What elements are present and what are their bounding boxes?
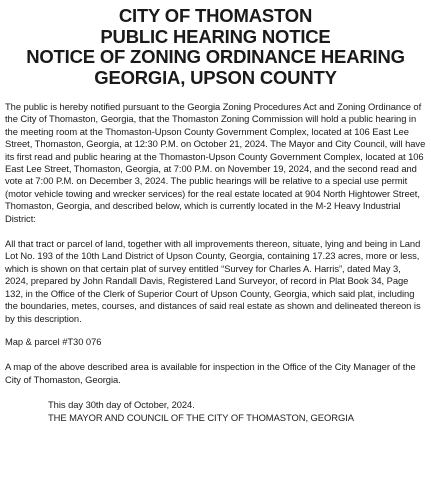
heading-county: GEORGIA, UPSON COUNTY	[94, 66, 337, 88]
map-parcel-number: Map & parcel #T30 076	[5, 335, 102, 347]
notice-body	[5, 101, 426, 424]
signature-date: This day 30th day of October, 2024.	[48, 399, 195, 411]
signature-authority: THE MAYOR AND COUNCIL OF THE CITY OF THOMASTON, GEORGIA	[48, 411, 354, 423]
heading-zoning-ordinance: NOTICE OF ZONING ORDINANCE HEARING	[26, 46, 405, 67]
map-availability-paragraph: A map of the above described area is available for inspection in the Office of the City Manager of the City of Thomaston, Georgia.	[5, 361, 416, 385]
notice-heading	[5, 6, 426, 88]
legal-description-paragraph: All that tract or parcel of land, together with all improvements thereon, situate, lying and being in Land Lot No. 193 of the 10th Land District of Upson County, Georgia, containing 17.23 acres, more or less, which is shown on that certain plat of survey entitled “Survey for Charles A. Harris”, dated May 3, 2024, prepared by John Randall Davis, Registered Land Surveyor, of record in Plat Book 34, Page 132, in the Office of the Clerk of Superior Court of Upson County, Georgia, which said plat, including the boundaries, metes, courses, and distances of said real estate as shown and delineated thereon is by this description.	[5, 238, 421, 324]
heading-city: CITY OF THOMASTON	[118, 5, 313, 26]
heading-public-hearing: PUBLIC HEARING NOTICE	[100, 25, 331, 47]
notice-paragraph: The public is hereby notified pursuant to the Georgia Zoning Procedures Act and Zoning Ordinance of the City of Thomaston, Georgia, that the Thomaston Zoning Commission will hold a public hearing in the meeting room at the Thomaston-Upson County Government Complex, located at 106 East Lee Street, Thomaston, Georgia, at 12:30 P.M. on October 21, 2024. The Mayor and City Council, will have its first read and public hearing at the Thomaston-Upson County Government Complex, located at 106 East Lee Street, Thomaston, Georgia, at 7:00 P.M. on November 19, 2024, and the second read and vote at 7:00 P.M. on December 3, 2024. The public hearings will be relative to a special use permit (motor vehicle towing and wrecker services) for the real estate located at 904 North Hightower Street, Thomaston, Georgia, and described below, which is currently located in the M-2 Heavy Industrial District:	[5, 101, 426, 224]
